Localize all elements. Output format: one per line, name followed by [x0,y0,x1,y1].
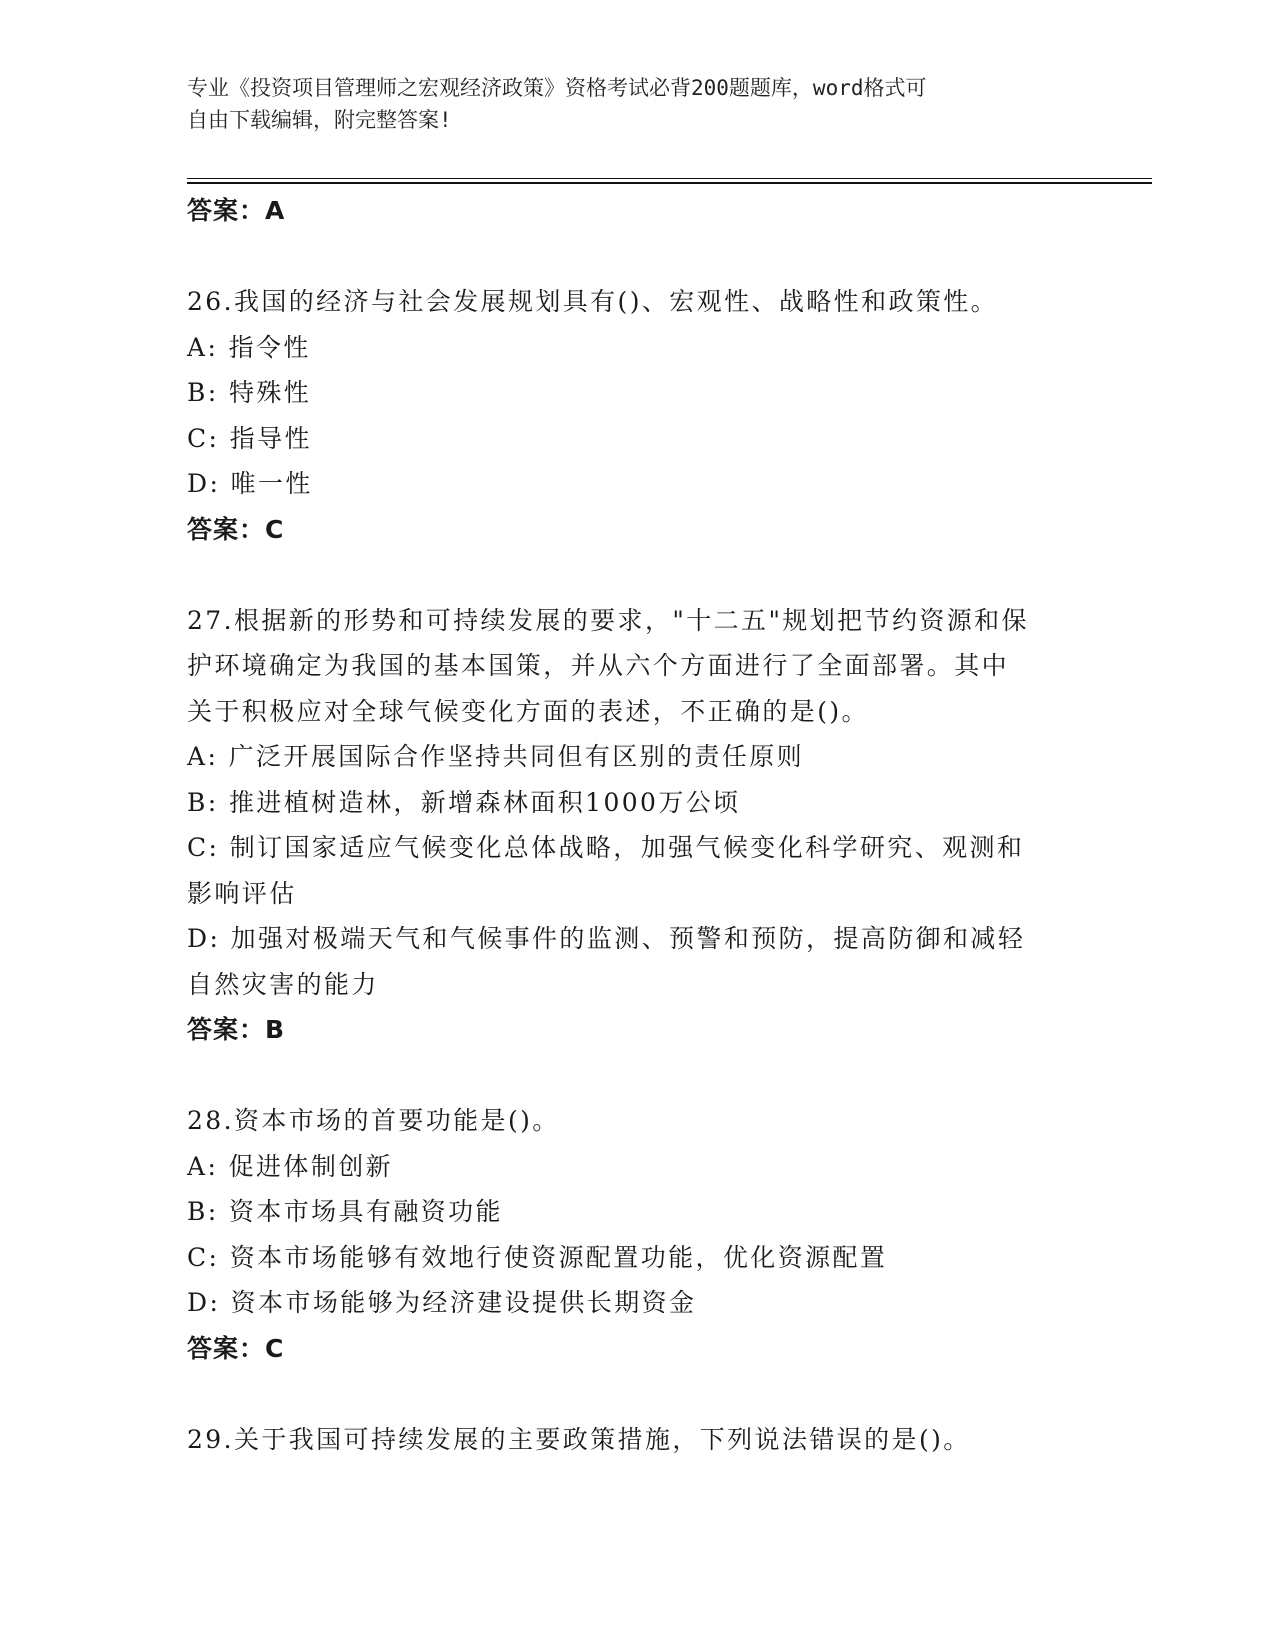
header-line-1: 专业《投资项目管理师之宏观经济政策》资格考试必背200题题库，word格式可 [187,76,927,100]
option-d: D: 资本市场能够为经济建设提供长期资金 [187,1288,697,1317]
question-block [187,598,1087,1053]
question-block [187,1098,1087,1371]
header-divider-thin [187,178,1152,179]
question-stem: 29.关于我国可持续发展的主要政策措施，下列说法错误的是()。 [187,1424,971,1454]
option-c: C: 制订国家适应气候变化总体战略，加强气候变化科学研究、观测和 [187,833,1025,862]
option-c: C: 资本市场能够有效地行使资源配置功能，优化资源配置 [187,1242,888,1272]
question-stem: 26.我国的经济与社会发展规划具有()、宏观性、战略性和政策性。 [187,287,999,316]
option-c: C: 指导性 [187,423,312,453]
option-b: B: 特殊性 [187,378,312,407]
question-stem: 护环境确定为我国的基本国策，并从六个方面进行了全面部署。其中 [187,651,1010,680]
option-a: A: 广泛开展国际合作坚持共同但有区别的责任原则 [187,742,805,771]
answer-line: 答案：C [187,1333,285,1363]
header-divider-thick [187,182,1152,184]
option-a: A: 促进体制创新 [187,1151,394,1181]
option-c-continued: 影响评估 [187,878,297,908]
question-stem: 关于积极应对全球气候变化方面的表述，不正确的是()。 [187,696,869,726]
document-header [187,72,1067,136]
spacer [187,234,1087,280]
question-stem: 28.资本市场的首要功能是()。 [187,1106,560,1135]
option-d: D: 加强对极端天气和气候事件的监测、预警和预防，提高防御和减轻 [187,924,1026,953]
question-block [187,1417,1087,1463]
option-a: A: 指令性 [187,332,311,362]
option-b: B: 推进植树造林，新增森林面积1000万公顷 [187,787,741,817]
spacer [187,1053,1087,1099]
header-line-2: 自由下载编辑，附完整答案! [187,108,452,132]
answer-line: 答案：B [187,1015,286,1044]
spacer [187,552,1087,598]
option-b: B: 资本市场具有融资功能 [187,1197,503,1226]
previous-answer: 答案：A [187,196,286,225]
question-list [187,188,1087,1462]
question-stem: 27.根据新的形势和可持续发展的要求，"十二五"规划把节约资源和保 [187,605,1029,635]
spacer [187,1371,1087,1417]
answer-line: 答案：C [187,514,285,544]
option-d: D: 唯一性 [187,469,313,498]
option-d-continued: 自然灾害的能力 [187,969,379,999]
question-block [187,279,1087,552]
